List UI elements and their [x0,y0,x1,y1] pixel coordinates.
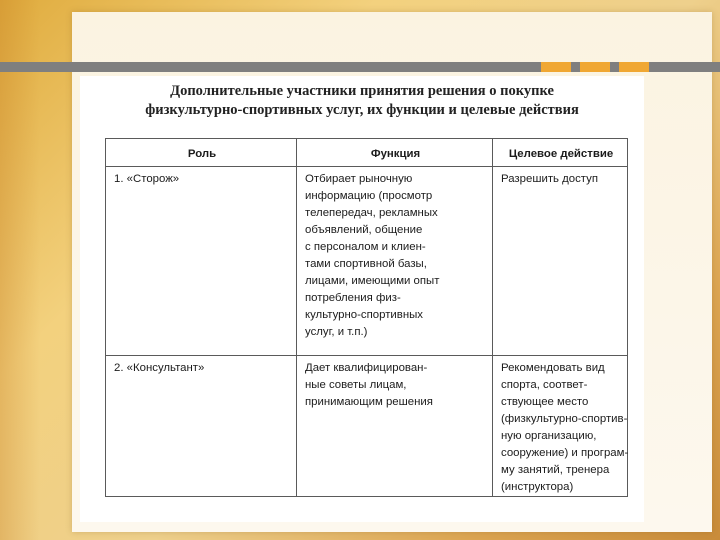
header-stripe [0,62,720,72]
function-line: услуг, и т.п.) [305,326,368,338]
table-row [106,167,628,356]
action-line: спорта, соответ- [501,379,588,391]
function-line: телепередач, рекламных [305,207,438,219]
document-title [80,82,644,120]
role-cell: 1. «Сторож» [106,167,297,356]
target-action-cell [493,167,628,356]
header-function: Функция [297,139,493,167]
action-line: му занятий, тренера [501,464,610,476]
action-line: сооружение) и програм- [501,447,629,459]
action-line: ствующее место [501,396,589,408]
function-line: информацию (просмотр [305,190,433,202]
action-line: Разрешить доступ [501,173,599,185]
action-line: (физкультурно-спортив- [501,413,628,425]
function-line: ные советы лицам, [305,379,407,391]
function-line: тами спортивной базы, [305,258,427,270]
function-line: с персоналом и клиен- [305,241,426,253]
table-row [106,356,628,497]
roles-table [105,138,628,497]
function-cell [297,356,493,497]
function-line: культурно-спортивных [305,309,423,321]
function-line: Дает квалифицирован- [305,362,428,374]
accent-block-2 [580,62,610,72]
function-line: лицами, имеющими опыт [305,275,440,287]
header-role: Роль [106,139,297,167]
action-line: Рекомендовать вид [501,362,605,374]
function-line: объявлений, общение [305,224,423,236]
action-line: ную организацию, [501,430,597,442]
background-shade [0,0,40,540]
title-line-1: Дополнительные участники принятия решения о покупке [170,83,554,99]
accent-block-1 [541,62,571,72]
document-image [80,76,644,522]
action-line: (инструктора) [501,481,574,493]
table-header-row [106,139,628,167]
target-action-cell [493,356,628,497]
function-line: Отбирает рыночную [305,173,413,185]
title-line-2: физкультурно-спортивных услуг, их функции и целевые действия [145,102,579,118]
function-line: принимающим решения [305,396,433,408]
accent-block-3 [619,62,649,72]
header-target-action: Целевое действие [493,139,628,167]
function-line: потребления физ- [305,292,401,304]
function-cell [297,167,493,356]
role-cell: 2. «Консультант» [106,356,297,497]
